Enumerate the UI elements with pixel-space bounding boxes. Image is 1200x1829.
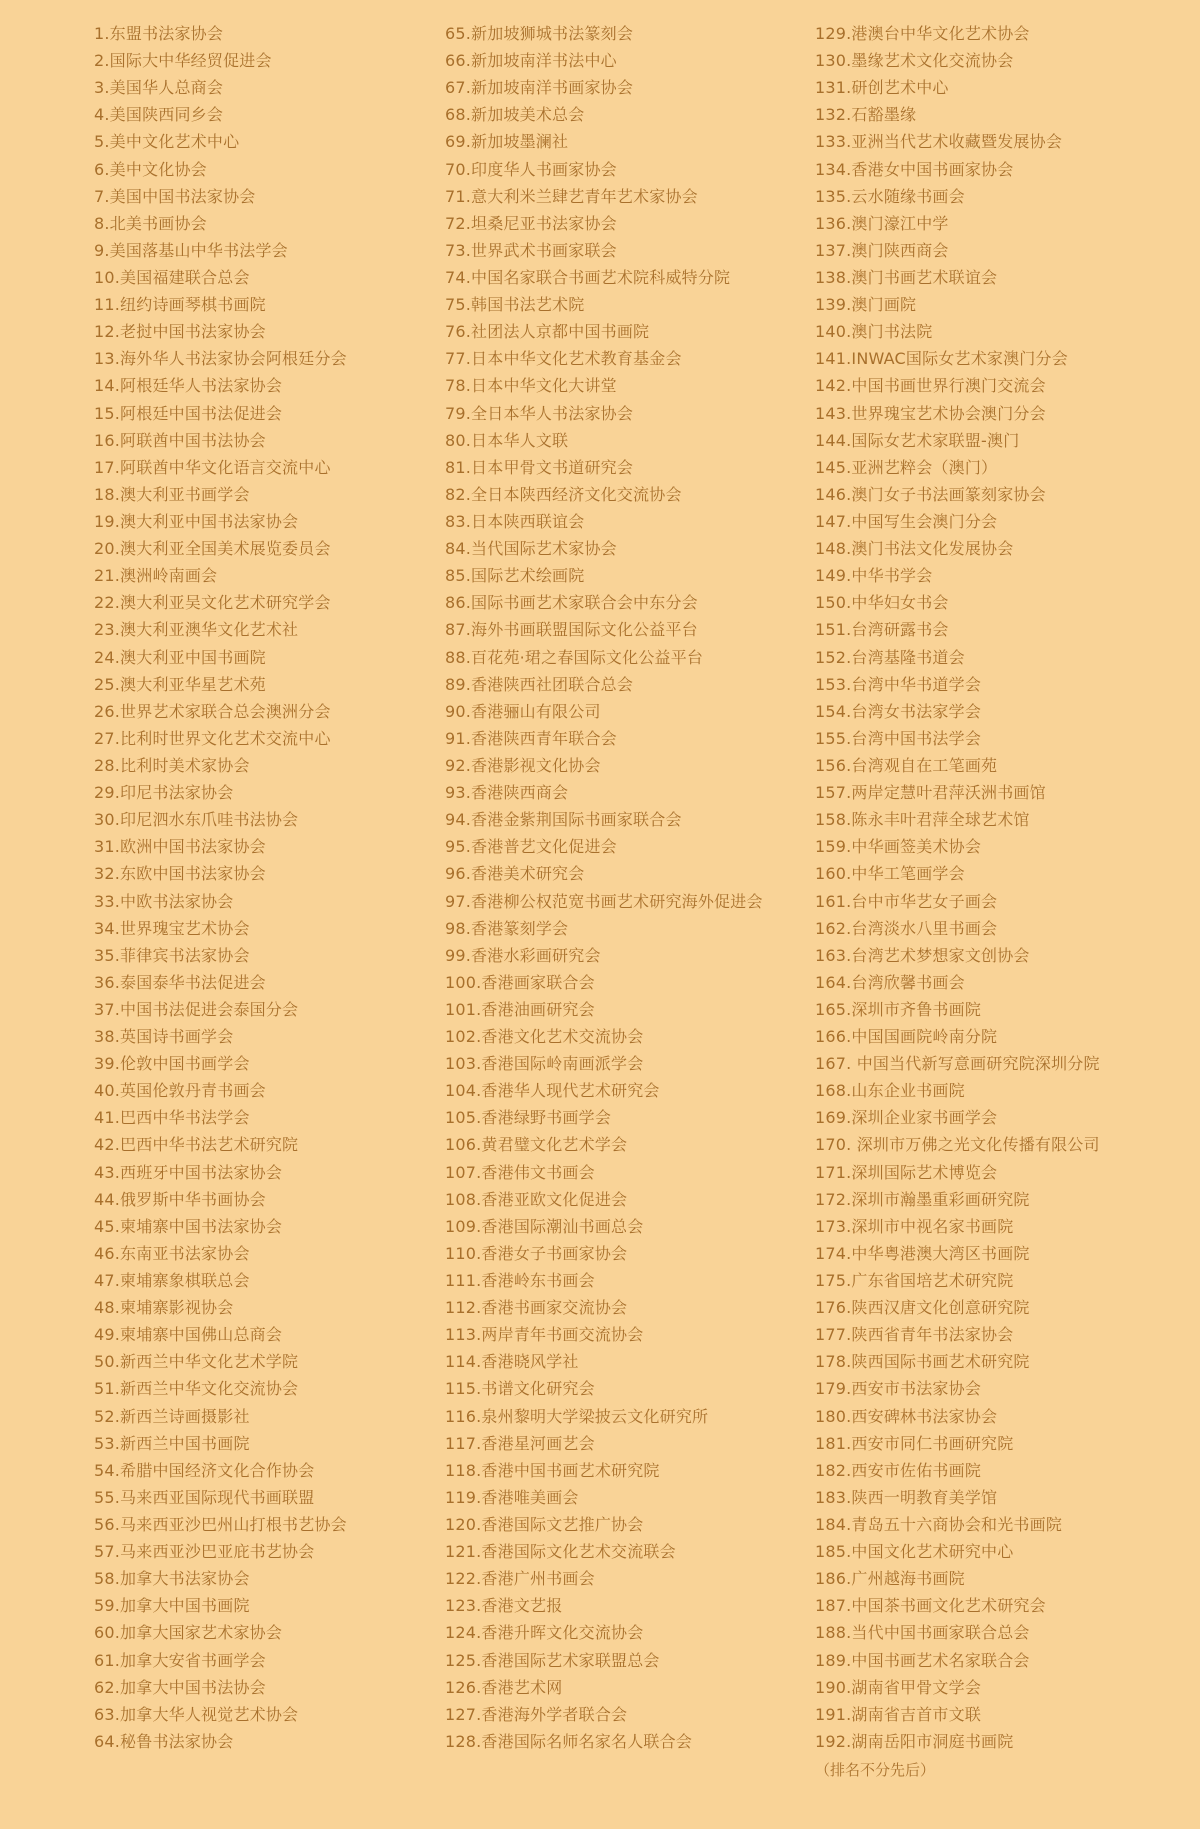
list-item: 19.澳大利亚中国书法家协会 [94, 511, 299, 531]
list-item: 42.巴西中华书法艺术研究院 [94, 1135, 299, 1155]
list-item: 182.西安市佐佑书画院 [815, 1460, 982, 1480]
list-item: 116.泉州黎明大学梁披云文化研究所 [445, 1406, 709, 1426]
list-column-3 [815, 20, 1185, 1755]
list-item: 174.中华粤港澳大湾区书画院 [815, 1243, 1030, 1263]
list-item: 27.比利时世界文化艺术交流中心 [94, 728, 331, 748]
list-item: 87.海外书画联盟国际文化公益平台 [445, 620, 698, 640]
list-item: 146.澳门女子书法画篆刻家协会 [815, 484, 1046, 504]
list-item: 6.美中文化协会 [94, 159, 207, 179]
list-item: 23.澳大利亚澳华文化艺术社 [94, 620, 299, 640]
list-item: 38.英国诗书画学会 [94, 1027, 234, 1047]
list-item: 90.香港骊山有限公司 [445, 701, 601, 721]
list-item: 135.云水随缘书画会 [815, 186, 965, 206]
ranking-footnote: （排名不分先后） [815, 1761, 936, 1779]
list-item: 102.香港文化艺术交流协会 [445, 1027, 644, 1047]
list-item: 16.阿联酋中国书法协会 [94, 430, 266, 450]
list-item: 104.香港华人现代艺术研究会 [445, 1081, 660, 1101]
list-item: 77.日本中华文化艺术教育基金会 [445, 349, 682, 369]
list-item: 95.香港普艺文化促进会 [445, 837, 617, 857]
list-item: 3.美国华人总商会 [94, 78, 224, 98]
list-item: 86.国际书画艺术家联合会中东分会 [445, 593, 698, 613]
list-item: 140.澳门书法院 [815, 322, 933, 342]
list-item: 118.香港中国书画艺术研究院 [445, 1460, 660, 1480]
list-item: 93.香港陕西商会 [445, 783, 569, 803]
list-item: 97.香港柳公权范宽书画艺术研究海外促进会 [445, 891, 763, 911]
list-item: 167. 中国当代新写意画研究院深圳分院 [815, 1054, 1100, 1074]
list-item: 123.香港文艺报 [445, 1596, 563, 1616]
list-item: 180.西安碑林书法家协会 [815, 1406, 998, 1426]
list-item: 60.加拿大国家艺术家协会 [94, 1623, 283, 1643]
list-item: 7.美国中国书法家协会 [94, 186, 256, 206]
list-item: 1.东盟书法家协会 [94, 24, 224, 43]
list-item: 175.广东省国培艺术研究院 [815, 1271, 1014, 1291]
list-item: 13.海外华人书法家协会阿根廷分会 [94, 349, 347, 369]
list-item: 148.澳门书法文化发展协会 [815, 539, 1014, 559]
list-item: 49.柬埔寨中国佛山总商会 [94, 1325, 283, 1345]
list-item: 22.澳大利亚吴文化艺术研究学会 [94, 593, 331, 613]
list-item: 50.新西兰中华文化艺术学院 [94, 1352, 299, 1372]
list-item: 133.亚洲当代艺术收藏暨发展协会 [815, 132, 1063, 152]
list-item: 176.陕西汉唐文化创意研究院 [815, 1298, 1030, 1318]
list-item: 4.美国陕西同乡会 [94, 105, 224, 125]
list-item: 131.研创艺术中心 [815, 78, 949, 98]
list-item: 171.深圳国际艺术博览会 [815, 1162, 998, 1182]
list-item: 107.香港伟文书画会 [445, 1162, 595, 1182]
list-item: 11.纽约诗画琴棋书画院 [94, 295, 266, 315]
list-item: 57.马来西亚沙巴亚庇书艺协会 [94, 1542, 315, 1562]
list-item: 114.香港晓风学社 [445, 1352, 579, 1372]
list-item: 185.中国文化艺术研究中心 [815, 1542, 1014, 1562]
list-item: 70.印度华人书画家协会 [445, 159, 617, 179]
list-item: 127.香港海外学者联合会 [445, 1704, 628, 1724]
list-item: 191.湖南省吉首市文联 [815, 1704, 982, 1724]
list-item: 136.澳门濠江中学 [815, 213, 949, 233]
list-item: 113.两岸青年书画交流协会 [445, 1325, 644, 1345]
list-item: 189.中国书画艺术名家联合会 [815, 1650, 1030, 1670]
list-item: 144.国际女艺术家联盟-澳门 [815, 430, 1020, 450]
list-item: 138.澳门书画艺术联谊会 [815, 267, 998, 287]
list-item: 76.社团法人京都中国书画院 [445, 322, 650, 342]
list-item: 143.世界瑰宝艺术协会澳门分会 [815, 403, 1046, 423]
list-item: 46.东南亚书法家协会 [94, 1243, 250, 1263]
list-item: 164.台湾欣馨书画会 [815, 972, 965, 992]
list-item: 183.陕西一明教育美学馆 [815, 1487, 998, 1507]
list-item: 5.美中文化艺术中心 [94, 132, 240, 152]
list-item: 40.英国伦敦丹青书画会 [94, 1081, 266, 1101]
list-item: 159.中华画签美术协会 [815, 837, 982, 857]
list-item: 112.香港书画家交流协会 [445, 1298, 628, 1318]
list-item: 8.北美书画协会 [94, 213, 207, 233]
list-item: 130.墨缘艺术文化交流协会 [815, 51, 1014, 71]
list-item: 55.马来西亚国际现代书画联盟 [94, 1487, 315, 1507]
list-item: 18.澳大利亚书画学会 [94, 484, 250, 504]
list-item: 157.两岸定慧叶君萍沃洲书画馆 [815, 783, 1046, 803]
list-item: 43.西班牙中国书法家协会 [94, 1162, 283, 1182]
list-item: 129.港澳台中华文化艺术协会 [815, 24, 1030, 43]
list-item: 173.深圳市中视名家书画院 [815, 1216, 1014, 1236]
list-item: 163.台湾艺术梦想家文创协会 [815, 945, 1030, 965]
list-item: 184.青岛五十六商协会和光书画院 [815, 1515, 1063, 1535]
list-item: 64.秘鲁书法家协会 [94, 1731, 234, 1751]
list-item: 74.中国名家联合书画艺术院科威特分院 [445, 267, 731, 287]
list-item: 17.阿联酋中华文化语言交流中心 [94, 457, 331, 477]
list-item: 25.澳大利亚华星艺术苑 [94, 674, 266, 694]
list-item: 119.香港唯美画会 [445, 1487, 579, 1507]
list-item: 47.柬埔寨象棋联总会 [94, 1271, 250, 1291]
list-item: 162.台湾淡水八里书画会 [815, 918, 998, 938]
list-item: 142.中国书画世界行澳门交流会 [815, 376, 1046, 396]
list-item: 91.香港陕西青年联合会 [445, 728, 617, 748]
list-item: 190.湖南省甲骨文学会 [815, 1677, 982, 1697]
list-item: 108.香港亚欧文化促进会 [445, 1189, 628, 1209]
list-item: 160.中华工笔画学会 [815, 864, 965, 884]
list-item: 75.韩国书法艺术院 [445, 295, 585, 315]
list-item: 172.深圳市瀚墨重彩画研究院 [815, 1189, 1030, 1209]
list-item: 186.广州越海书画院 [815, 1569, 965, 1589]
list-item: 80.日本华人文联 [445, 430, 569, 450]
list-item: 83.日本陕西联谊会 [445, 511, 585, 531]
list-item: 177.陕西省青年书法家协会 [815, 1325, 1014, 1345]
list-item: 79.全日本华人书法家协会 [445, 403, 634, 423]
list-item: 128.香港国际名师名家名人联合会 [445, 1731, 693, 1751]
list-item: 78.日本中华文化大讲堂 [445, 376, 617, 396]
list-item: 20.澳大利亚全国美术展览委员会 [94, 539, 331, 559]
list-item: 137.澳门陕西商会 [815, 240, 949, 260]
list-item: 73.世界武术书画家联会 [445, 240, 617, 260]
list-item: 181.西安市同仁书画研究院 [815, 1433, 1014, 1453]
list-item: 111.香港岭东书画会 [445, 1271, 595, 1291]
list-item: 121.香港国际文化艺术交流联会 [445, 1542, 676, 1562]
list-item: 52.新西兰诗画摄影社 [94, 1406, 250, 1426]
list-item: 170. 深圳市万佛之光文化传播有限公司 [815, 1135, 1100, 1155]
list-item: 153.台湾中华书道学会 [815, 674, 982, 694]
list-item: 147.中国写生会澳门分会 [815, 511, 998, 531]
list-item: 68.新加坡美术总会 [445, 105, 585, 125]
list-item: 103.香港国际岭南画派学会 [445, 1054, 644, 1074]
list-item: 14.阿根廷华人书法家协会 [94, 376, 283, 396]
list-item: 39.伦敦中国书画学会 [94, 1054, 250, 1074]
list-item: 165.深圳市齐鲁书画院 [815, 999, 982, 1019]
list-item: 178.陕西国际书画艺术研究院 [815, 1352, 1030, 1372]
list-item: 12.老挝中国书法家协会 [94, 322, 266, 342]
list-item: 21.澳洲岭南画会 [94, 566, 218, 586]
list-item: 45.柬埔寨中国书法家协会 [94, 1216, 283, 1236]
list-item: 106.黄君璧文化艺术学会 [445, 1135, 628, 1155]
list-item: 66.新加坡南洋书法中心 [445, 51, 617, 71]
list-item: 94.香港金紫荆国际书画家联合会 [445, 810, 682, 830]
list-item: 32.东欧中国书法家协会 [94, 864, 266, 884]
list-item: 110.香港女子书画家协会 [445, 1243, 628, 1263]
list-item: 61.加拿大安省书画学会 [94, 1650, 266, 1670]
list-item: 156.台湾观自在工笔画苑 [815, 755, 998, 775]
list-item: 26.世界艺术家联合总会澳洲分会 [94, 701, 331, 721]
list-item: 96.香港美术研究会 [445, 864, 585, 884]
list-item: 53.新西兰中国书画院 [94, 1433, 250, 1453]
list-column-2 [445, 20, 820, 1755]
list-item: 117.香港星河画艺会 [445, 1433, 595, 1453]
list-item: 2.国际大中华经贸促进会 [94, 51, 272, 71]
list-item: 124.香港升晖文化交流协会 [445, 1623, 644, 1643]
list-item: 58.加拿大书法家协会 [94, 1569, 250, 1589]
list-item: 100.香港画家联合会 [445, 972, 595, 992]
list-item: 120.香港国际文艺推广协会 [445, 1515, 644, 1535]
list-item: 141.INWAC国际女艺术家澳门分会 [815, 349, 1068, 369]
list-item: 150.中华妇女书会 [815, 593, 949, 613]
list-item: 155.台湾中国书法学会 [815, 728, 982, 748]
list-item: 126.香港艺术网 [445, 1677, 563, 1697]
list-item: 65.新加坡狮城书法篆刻会 [445, 24, 634, 43]
list-item: 134.香港女中国书画家协会 [815, 159, 1014, 179]
list-item: 145.亚洲艺粹会（澳门） [815, 457, 998, 477]
list-item: 168.山东企业书画院 [815, 1081, 965, 1101]
list-item: 187.中国茶书画文化艺术研究会 [815, 1596, 1046, 1616]
list-item: 84.当代国际艺术家协会 [445, 539, 617, 559]
list-item: 105.香港绿野书画学会 [445, 1108, 612, 1128]
list-item: 192.湖南岳阳市洞庭书画院 [815, 1731, 1014, 1751]
list-item: 69.新加坡墨澜社 [445, 132, 569, 152]
list-item: 125.香港国际艺术家联盟总会 [445, 1650, 660, 1670]
list-item: 188.当代中国书画家联合总会 [815, 1623, 1030, 1643]
list-item: 28.比利时美术家协会 [94, 755, 250, 775]
list-column-1 [94, 20, 469, 1755]
list-item: 33.中欧书法家协会 [94, 891, 234, 911]
list-item: 152.台湾基隆书道会 [815, 647, 965, 667]
list-item: 9.美国落基山中华书法学会 [94, 240, 288, 260]
list-item: 31.欧洲中国书法家协会 [94, 837, 266, 857]
list-item: 149.中华书学会 [815, 566, 933, 586]
list-item: 59.加拿大中国书画院 [94, 1596, 250, 1616]
list-item: 166.中国国画院岭南分院 [815, 1027, 998, 1047]
list-item: 56.马来西亚沙巴州山打根书艺协会 [94, 1515, 347, 1535]
list-item: 151.台湾研露书会 [815, 620, 949, 640]
list-item: 81.日本甲骨文书道研究会 [445, 457, 634, 477]
list-item: 62.加拿大中国书法协会 [94, 1677, 266, 1697]
list-item: 48.柬埔寨影视协会 [94, 1298, 234, 1318]
list-item: 54.希腊中国经济文化合作协会 [94, 1460, 315, 1480]
list-item: 85.国际艺术绘画院 [445, 566, 585, 586]
list-item: 158.陈永丰叶君萍全球艺术馆 [815, 810, 1030, 830]
list-item: 132.石豁墨缘 [815, 105, 917, 125]
list-item: 37.中国书法促进会泰国分会 [94, 999, 299, 1019]
list-item: 71.意大利米兰肆艺青年艺术家协会 [445, 186, 698, 206]
list-item: 88.百花苑·珺之春国际文化公益平台 [445, 647, 704, 667]
list-item: 34.世界瑰宝艺术协会 [94, 918, 250, 938]
list-item: 63.加拿大华人视觉艺术协会 [94, 1704, 299, 1724]
list-item: 72.坦桑尼亚书法家协会 [445, 213, 617, 233]
list-item: 82.全日本陕西经济文化交流协会 [445, 484, 682, 504]
list-item: 10.美国福建联合总会 [94, 267, 250, 287]
list-item: 99.香港水彩画研究会 [445, 945, 601, 965]
list-item: 24.澳大利亚中国书画院 [94, 647, 266, 667]
list-item: 15.阿根廷中国书法促进会 [94, 403, 283, 423]
list-item: 154.台湾女书法家学会 [815, 701, 982, 721]
list-item: 89.香港陕西社团联合总会 [445, 674, 634, 694]
list-item: 36.泰国泰华书法促进会 [94, 972, 266, 992]
list-item: 29.印尼书法家协会 [94, 783, 234, 803]
list-item: 98.香港篆刻学会 [445, 918, 569, 938]
list-item: 67.新加坡南洋书画家协会 [445, 78, 634, 98]
list-item: 122.香港广州书画会 [445, 1569, 595, 1589]
list-item: 161.台中市华艺女子画会 [815, 891, 998, 911]
list-item: 41.巴西中华书法学会 [94, 1108, 250, 1128]
list-item: 51.新西兰中华文化交流协会 [94, 1379, 299, 1399]
list-item: 35.菲律宾书法家协会 [94, 945, 250, 965]
list-item: 101.香港油画研究会 [445, 999, 595, 1019]
list-item: 169.深圳企业家书画学会 [815, 1108, 998, 1128]
list-item: 30.印尼泗水东爪哇书法协会 [94, 810, 299, 830]
list-item: 109.香港国际潮汕书画总会 [445, 1216, 644, 1236]
list-item: 92.香港影视文化协会 [445, 755, 601, 775]
list-item: 44.俄罗斯中华书画协会 [94, 1189, 266, 1209]
list-item: 179.西安市书法家协会 [815, 1379, 982, 1399]
list-item: 115.书谱文化研究会 [445, 1379, 595, 1399]
list-item: 139.澳门画院 [815, 295, 917, 315]
